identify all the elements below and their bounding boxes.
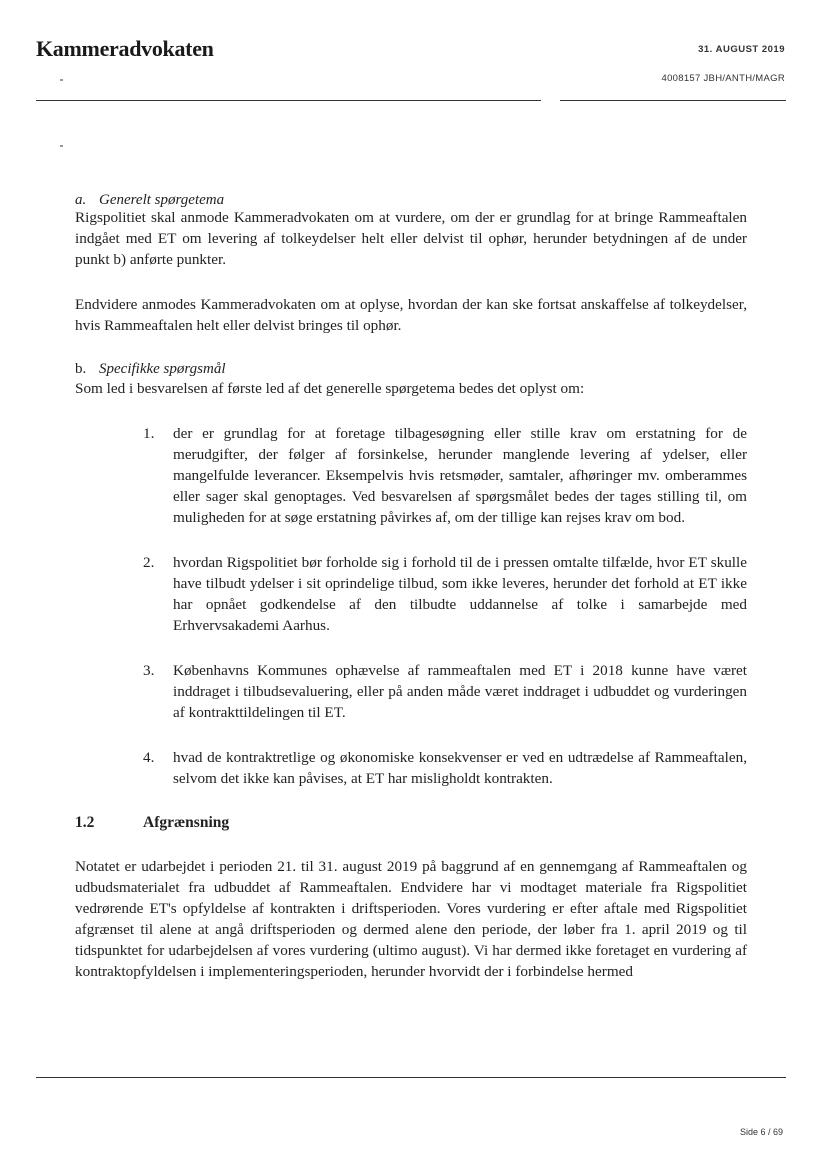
header-rule-left	[36, 100, 541, 101]
page-number: Side 6 / 69	[739, 1127, 783, 1137]
footer-rule	[36, 1077, 786, 1078]
section-b-heading	[75, 361, 226, 378]
document-reference: 4008157 JBH/ANTH/MAGR	[661, 73, 785, 84]
list-item-text: Københavns Kommunes ophævelse af rammeaftalen med ET i 2018 kunne have været inddraget i tilbudsevaluering, eller på anden måde været inddraget i udbuddet og vurderingen af kontrakttildelingen til ET.	[173, 662, 747, 721]
section-title: Afgrænsning	[143, 814, 230, 831]
header-rule-right	[560, 100, 786, 101]
list-item-text: hvad de kontraktretlige og økonomiske konsekvenser er ved en udtrædelse af Rammeaftalen, selvom det ikke kan påvises, at ET har misligholdt kontrakten.	[173, 749, 747, 787]
logo-kammeradvokaten: Kammeradvokaten	[36, 36, 214, 61]
list-item	[143, 552, 747, 636]
section-a-paragraph-1: Rigspolitiet skal anmode Kammeradvokaten om at vurdere, om der er grundlag for at bringe Rammeaftalen indgået med ET om levering af tolkeydelser helt eller delvist til ophør, herunder betydningen af de under punkt b) anførte punkter.	[75, 209, 747, 268]
section-1-2-paragraph: Notatet er udarbejdet i perioden 21. til 31. august 2019 på baggrund af en gennemgang af Rammeaftalen og udbudsmaterialet fra udbuddet af Rammeaftalen. Endvidere har vi modtaget materiale fra Rigspolitiet vedrørende ET's opfyldelse af kontrakten i driftsperioden. Vores vurdering er efter aftale med Rigspolitiet afgrænset til alene at angå driftsperioden og dermed alene den periode, der løber fra 1. april 2019 og til tidspunktet for udarbejdelsen af vores vurdering (ultimo august). Vi har dermed ikke foretaget en vurdering af kontraktopfyldelsen i implementeringsperioden, herunder hvorvidt der i forbindelse hermed	[75, 858, 747, 980]
list-item	[143, 660, 747, 723]
section-b-title: Specifikke spørgsmål	[99, 361, 226, 377]
section-a-paragraph-2: Endvidere anmodes Kammeradvokaten om at oplyse, hvordan der kan ske fortsat anskaffelse af tolkeydelser, hvis Rammeaftalen helt eller delvist bringes til ophør.	[75, 296, 747, 334]
list-item-text: der er grundlag for at foretage tilbagesøgning eller stille krav om erstatning for de merudgifter, der følger af forsinkelse, herunder manglende levering af ydelser, eller mangelfulde leverancer. Eksempelvis hvis retsmøder, samtaler, afhøringer mv. omberammes eller sager skal genoptages. Ved besvarelsen af spørgsmålet bedes der tages stilling til, om muligheden for at søge erstatning påvirkes af, om der tillige kan rejses krav om bod.	[173, 425, 747, 526]
section-1-2-heading	[75, 814, 229, 832]
list-item-number: 3.	[143, 662, 155, 679]
document-date: 31. AUGUST 2019	[698, 44, 785, 55]
section-a-title: Generelt spørgetema	[99, 192, 225, 208]
scan-speck	[60, 79, 63, 81]
list-item-number: 2.	[143, 554, 155, 571]
list-item-number: 1.	[143, 425, 155, 442]
scan-speck	[60, 145, 63, 147]
section-b-intro: Som led i besvarelsen af første led af det generelle spørgetema bedes det oplyst om:	[75, 380, 585, 397]
list-item-text: hvordan Rigspolitiet bør forholde sig i forhold til de i pressen omtalte tilfælde, hvor ET skulle have tilbudt ydelser i sit oprindelige tilbud, som ikke leveres, herunder det forhold at ET ikke har opnået godkendelse af den tilbudte uddannelse af tolke i samarbejde med Erhvervsakademi Aarhus.	[173, 554, 747, 634]
list-item	[143, 423, 747, 528]
section-a-letter: a.	[75, 192, 87, 208]
list-item-number: 4.	[143, 749, 155, 766]
section-number: 1.2	[75, 814, 95, 831]
section-b-letter: b.	[75, 361, 87, 377]
list-item	[143, 747, 747, 789]
